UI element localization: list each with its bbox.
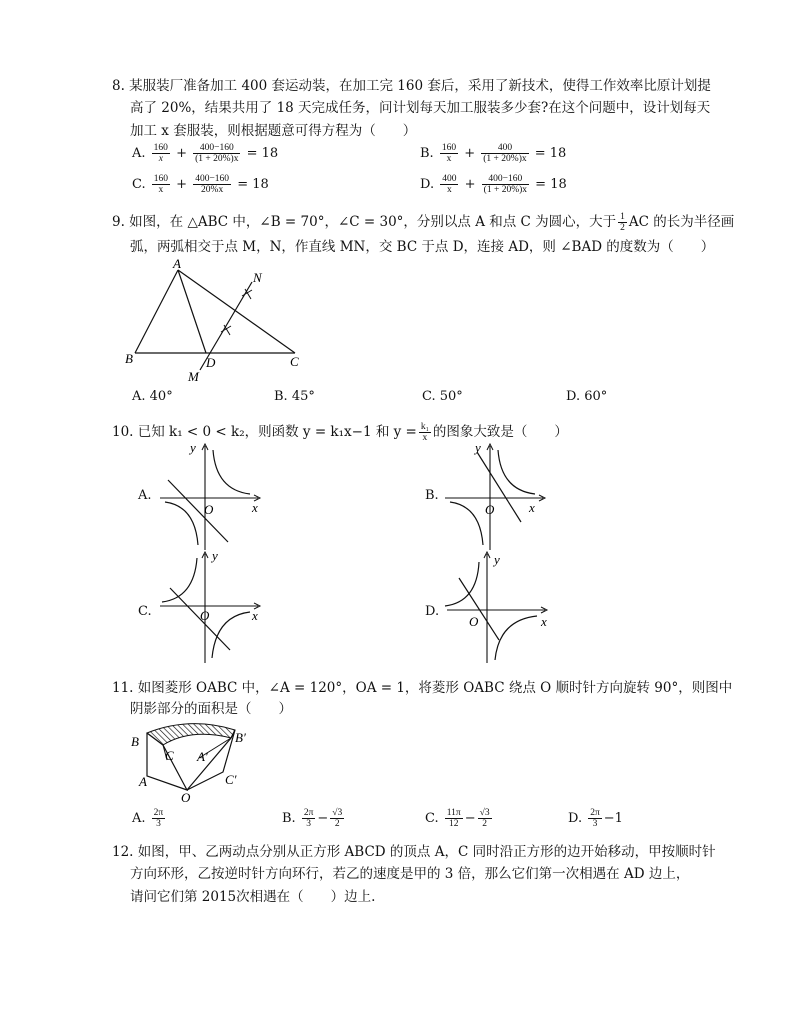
q10-text-b: 的图象大致是（ ） (432, 424, 568, 440)
label-B: B (125, 351, 133, 366)
label-N: N (253, 270, 262, 285)
q11-option-c[interactable] (425, 808, 494, 829)
origin-label: O (469, 614, 479, 629)
q9-option-a[interactable]: A. 40° (132, 389, 173, 404)
label-O: O (181, 790, 191, 805)
q10-graph-c (150, 548, 270, 668)
y-axis-label: y (475, 440, 481, 455)
q11-line2: 阴影部分的面积是（ ） (130, 701, 292, 717)
option-label: C. (425, 811, 439, 826)
frac-num: 11π (446, 808, 461, 818)
frac-num: 400 (481, 143, 528, 154)
x-axis-label: x (541, 614, 547, 629)
q8-line1: 8. 某服装厂准备加工 400 套运动装，在加工完 160 套后，采用了新技术，使得工作效率比原计划提 (112, 78, 711, 94)
label-C-prime: C′ (225, 772, 237, 787)
label-B-prime: B′ (235, 730, 246, 745)
option-label: B. (282, 811, 296, 826)
frac-den: 3 (156, 819, 161, 829)
option-label: A. (132, 146, 146, 161)
y-axis-label: y (212, 548, 218, 563)
frac-num: 400 (442, 174, 457, 184)
option-label: B. (420, 146, 434, 161)
frac-num: 400−160 (195, 174, 230, 184)
q12-line3: 请问它们第 2015次相遇在（ ）边上. (130, 889, 376, 905)
q8-line3: 加工 x 套服装，则根据题意可得方程为（ ） (130, 123, 417, 139)
frac-num: 400−160 (482, 174, 529, 185)
frac-den: x (422, 433, 428, 443)
frac-num: √3 (479, 808, 490, 818)
frac-den: 2 (482, 819, 487, 829)
frac-num: 160 (153, 174, 169, 184)
operator: + (176, 177, 188, 192)
label-A: A (173, 256, 181, 271)
operator: − (464, 811, 476, 826)
q9-triangle-figure (120, 256, 320, 386)
frac-den: x (446, 185, 452, 195)
origin-label: O (200, 608, 210, 623)
frac-num: 2π (303, 808, 314, 818)
q10-option-d[interactable]: D. (425, 604, 440, 619)
frac-den: x (158, 185, 164, 195)
q12-line1: 12. 如图，甲、乙两动点分别从正方形 ABCD 的顶点 A，C 同时沿正方形的边开始移动，甲按顺时针 (112, 844, 716, 860)
q9-option-c[interactable]: C. 50° (422, 389, 463, 404)
q9-text-a: 9. 如图，在 △ABC 中，∠B = 70°，∠C = 30°，分别以点 A 和点 C 为圆心，大于 (112, 214, 617, 230)
option-label: A. (132, 811, 146, 826)
frac-num: 160 (441, 143, 457, 153)
frac-den: x (158, 154, 163, 164)
label-C: C (165, 748, 174, 763)
rhs: = 18 (535, 177, 567, 192)
q8-option-a[interactable] (132, 143, 278, 164)
q9-line1 (112, 210, 734, 233)
rhs: = 18 (534, 146, 567, 161)
q9-option-b[interactable]: B. 45° (274, 389, 315, 404)
label-C: C (290, 354, 299, 369)
origin-label: O (204, 502, 214, 517)
q12-line2: 方向环形，乙按逆时针方向环行，若乙的速度是甲的 3 倍，那么它们第一次相遇在 AD 边上， (130, 866, 690, 882)
frac-den: x (446, 154, 452, 164)
operator: + (464, 146, 476, 161)
q10-graph-d (437, 548, 557, 668)
label-M: M (188, 369, 199, 384)
label-B: B (131, 734, 139, 749)
y-axis-label: y (494, 552, 500, 567)
origin-label: O (485, 502, 495, 517)
label-A: A (139, 774, 147, 789)
frac-num: 160 (153, 143, 168, 153)
q9-option-d[interactable]: D. 60° (566, 389, 608, 404)
q8-option-d[interactable] (420, 174, 567, 195)
q10-graph-a (150, 440, 270, 560)
frac-num: √3 (332, 808, 343, 818)
option-label: D. (568, 811, 583, 826)
q11-option-b[interactable] (282, 808, 346, 829)
q8-option-c[interactable] (132, 174, 269, 195)
q8-option-b[interactable] (420, 143, 566, 164)
frac-num: 400−160 (193, 143, 240, 154)
frac-den: 20%x (201, 185, 224, 195)
q10-option-b[interactable]: B. (425, 488, 439, 503)
frac-den: (1 + 20%)x (483, 185, 528, 195)
frac-den: 3 (306, 819, 311, 829)
frac-den: 2 (620, 223, 625, 233)
label-D: D (206, 355, 216, 370)
option-label: D. (420, 177, 435, 192)
tail-term: −1 (603, 811, 623, 826)
x-axis-label: x (529, 500, 535, 515)
frac-den: (1 + 20%)x (195, 154, 239, 164)
rhs: = 18 (237, 177, 269, 192)
option-label: C. (132, 177, 146, 192)
frac-den: (1 + 20%)x (483, 154, 527, 164)
operator: − (317, 811, 329, 826)
q11-line1: 11. 如图菱形 OABC 中，∠A = 120°，OA = 1，将菱形 OABC 绕点 O 顺时针方向旋转 90°，则图中 (112, 680, 733, 696)
q8-line2: 高了 20%，结果共用了 18 天完成任务，问计划每天加工服装多少套?在这个问题中，设计划每天 (130, 100, 711, 116)
operator: + (464, 177, 476, 192)
q11-rhombus-figure (125, 718, 265, 803)
q11-option-a[interactable] (132, 808, 167, 829)
frac-num: k₁ (420, 422, 429, 432)
frac-den: 3 (592, 819, 598, 829)
q10-text-a: 10. 已知 k₁ < 0 < k₂，则函数 y = k₁x−1 和 y = (112, 424, 417, 440)
q11-option-d[interactable] (568, 808, 623, 829)
y-axis-label: y (190, 440, 196, 455)
q9-text-b: AC 的长为半径画 (628, 214, 735, 230)
q10-option-a[interactable]: A. (138, 488, 152, 503)
frac-den: 12 (448, 819, 459, 829)
operator: + (176, 146, 187, 161)
rhs: = 18 (246, 146, 279, 161)
q9-line2: 弧，两弧相交于点 M，N，作直线 MN，交 BC 于点 D，连接 AD，则 ∠BAD 的度数为（ ） (130, 239, 715, 255)
frac-num: 2π (590, 808, 600, 818)
frac-num: 2π (153, 808, 164, 818)
x-axis-label: x (252, 500, 258, 515)
q10-option-c[interactable]: C. (138, 604, 152, 619)
x-axis-label: x (252, 608, 258, 623)
frac-den: 2 (334, 819, 340, 829)
frac-num: 1 (620, 212, 625, 222)
q10-graph-b (435, 440, 555, 560)
label-A-prime: A′ (197, 749, 208, 764)
